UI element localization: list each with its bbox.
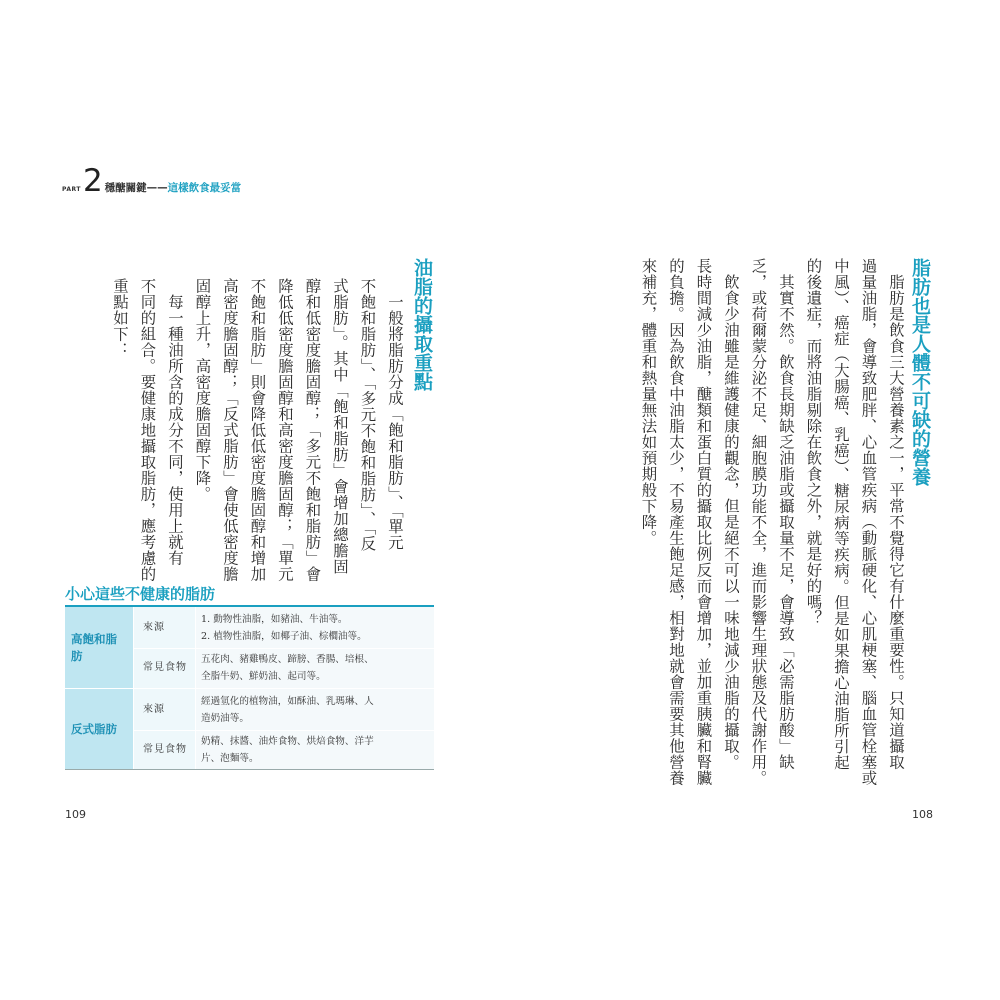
foods-detail [195, 648, 434, 688]
category-label: 反式脂肪 [71, 721, 117, 736]
right-paragraph-line: 脂肪是飲食三大營養素之一，平常不覺得它有什麼重要性。只知道攝取 [887, 258, 905, 770]
detail-line: 片、泡麵等。 [201, 753, 259, 764]
right-paragraph-line: 過量油脂，會導致肥胖、心血管疾病（動脈硬化、心肌梗塞、腦血管栓塞或 [859, 258, 878, 786]
row-divider [65, 688, 434, 689]
left-paragraph-line: 式脂肪」。其中「飽和脂肪」會增加總膽固 [331, 278, 349, 575]
left-paragraph-line: 每一種油所含的成分不同，使用上就有 [166, 278, 184, 566]
left-paragraph-line: 不飽和脂肪」則會降低低密度膽固醇和增加 [248, 278, 267, 582]
detail-line: 1. 動物性油脂，如豬油、牛油等。 [201, 614, 348, 625]
page-number-left: 109 [65, 808, 86, 821]
left-page-heading: 油脂的攝取重點 [411, 258, 433, 391]
cell-divider [133, 730, 434, 731]
source-label: 來源 [133, 689, 195, 730]
section-title: 穩醣關鍵—— [104, 182, 168, 194]
right-paragraph-line: 的負擔。因為飲食中油脂太少，不易產生飽足感，相對地就會需要其他營養 [667, 258, 685, 786]
part-number: 2 [82, 163, 103, 199]
detail-line: 造奶油等。 [201, 713, 249, 724]
fat-table [65, 607, 434, 770]
column-divider [133, 607, 134, 770]
left-paragraph-line: 降低低密度膽固醇和高密度膽固醇；「單元 [276, 278, 294, 582]
left-paragraph-line: 高密度膽固醇；「反式脂肪」會使低密度膽 [221, 278, 239, 582]
detail-line: 經過氫化的植物油，如酥油、乳瑪琳、人 [201, 696, 374, 707]
right-paragraph-line: 乏，或荷爾蒙分泌不足、細胞膜功能不全，進而影響生理狀態及代謝作用。 [749, 258, 768, 786]
right-page-body [628, 258, 909, 786]
source-label: 來源 [133, 607, 195, 648]
right-paragraph-line: 其實不然。飲食長期缺乏油脂或攝取量不足，會導致「必需脂肪酸」缺 [777, 258, 795, 770]
page-number-right: 108 [912, 808, 933, 821]
part-label: PART [62, 186, 81, 193]
detail-line: 2. 植物性油脂，如椰子油、棕櫚油等。 [201, 631, 367, 642]
left-paragraph-line: 不同的組合。要健康地攝取脂肪，應考慮的 [138, 278, 157, 582]
right-page-heading: 脂肪也是人體不可缺的營養 [909, 258, 931, 486]
table-row-category [65, 689, 133, 769]
section-subtitle: 這樣飲食最妥當 [167, 182, 242, 194]
left-paragraph-line: 不飽和脂肪」、「多元不飽和脂肪」、「反 [358, 278, 377, 552]
left-paragraph-line: 重點如下： [111, 278, 129, 358]
column-divider [195, 607, 196, 770]
right-paragraph-line: 來補充，體重和熱量無法如預期般下降。 [639, 258, 658, 546]
category-label: 高飽和脂肪 [71, 631, 117, 663]
source-detail [195, 607, 434, 648]
detail-line: 五花肉、豬雞鴨皮、蹄膀、香腸、培根、 [201, 654, 374, 665]
detail-line: 奶精、抹醬、油炸食物、烘焙食物、洋芋 [201, 736, 374, 747]
foods-label: 常見食物 [133, 730, 195, 769]
detail-line: 全脂牛奶、鮮奶油、起司等。 [201, 671, 326, 682]
left-page-body [78, 278, 408, 582]
table-title: 小心這些不健康的脂肪 [65, 585, 216, 603]
table-bottom-rule [65, 769, 434, 770]
foods-label: 常見食物 [133, 648, 195, 688]
right-paragraph-line: 長時間減少油脂，醣類和蛋白質的攝取比例反而會增加，並加重胰臟和腎臟 [694, 258, 713, 786]
right-paragraph-line: 的後遺症，而將油脂剔除在飲食之外，就是好的嗎？ [804, 258, 823, 626]
right-paragraph-line: 中風）、癌症（大腸癌、乳癌）、糖尿病等疾病。但是如果擔心油脂所引起 [832, 258, 850, 771]
left-paragraph-line: 醇和低密度膽固醇；「多元不飽和脂肪」會 [303, 278, 322, 582]
source-detail [195, 689, 434, 730]
left-paragraph-line: 固醇上升，高密度膽固醇下降。 [193, 278, 212, 502]
running-header [62, 163, 242, 199]
right-paragraph-line: 飲食少油雖是維護健康的觀念，但是絕不可以一味地減少油脂的攝取。 [722, 258, 740, 770]
foods-detail [195, 730, 434, 769]
cell-divider [133, 648, 434, 649]
table-row-category [65, 607, 133, 688]
left-paragraph-line: 一般將脂肪分成「飽和脂肪」、「單元 [386, 278, 404, 551]
